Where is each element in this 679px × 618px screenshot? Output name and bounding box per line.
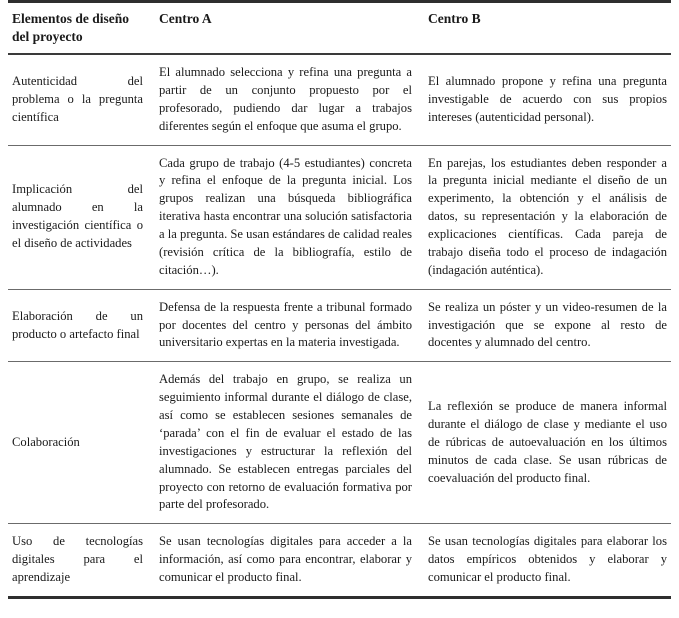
row-dimension-label: Colaboración — [8, 362, 153, 524]
table-row — [8, 289, 671, 362]
row-cell-centro-a: Cada grupo de trabajo (4-5 estudiantes) concreta y refina el enfoque de la pregunta inicial. Los grupos realizan una búsqueda bibliográfica iterativa hasta encontrar una solución satisfactoria a la pregunta. Se usan estándares de calidad reales (revisión crítica de la bibliografía, estilo de citación…). — [153, 145, 420, 289]
column-header-centro-a: Centro A — [153, 2, 420, 55]
row-cell-centro-b: El alumnado propone y refina una pregunta investigable de acuerdo con sus propios intereses (autenticidad personal). — [428, 74, 667, 124]
row-cell-centro-b: La reflexión se produce de manera informal durante el diálogo de clase y mediante el uso de rúbricas de autoevaluación en los últimos minutos de cada clase. Se usan rúbricas de coevaluación del producto final. — [420, 362, 671, 524]
row-cell-centro-a: Se usan tecnologías digitales para acceder a la información, así como para encontrar, elaborar y comunicar el producto final. — [153, 524, 420, 598]
table-header-row — [8, 2, 671, 55]
row-cell-centro-b: Se realiza un póster y un video-resumen de la investigación que se expone al resto de docentes y alumnado del centro. — [420, 289, 671, 362]
row-cell-centro-b: En parejas, los estudiantes deben responder a la pregunta inicial mediante el diseño de un experimento, la obtención y el análisis de datos, su representación y la elaboración de explicaciones científicas. Cada pareja de trabajo diseña todo el proceso de indagación (indagación auténtica). — [420, 145, 671, 289]
row-dimension-label: Autenticidad del problema o la pregunta científica — [12, 74, 143, 124]
row-cell-centro-a: Defensa de la respuesta frente a tribunal formado por docentes del centro y personas del ámbito universitario expertas en la materia investigada. — [153, 289, 420, 362]
table-body — [8, 54, 671, 597]
project-design-comparison-table — [8, 0, 671, 599]
row-dimension-label: Implicación del alumnado en la investigación científica o el diseño de actividades — [8, 145, 153, 289]
table-row — [8, 54, 671, 145]
table-header — [8, 2, 671, 55]
table-row — [8, 524, 671, 598]
row-cell-centro-a: El alumnado selecciona y refina una pregunta a partir de un conjunto propuesto por el profesorado, pudiendo dar lugar a trabajos diferentes según el enfoque que asuma el grupo. — [159, 65, 412, 133]
table-row — [8, 362, 671, 524]
column-header-centro-b: Centro B — [420, 2, 671, 55]
row-cell-centro-a: Además del trabajo en grupo, se realiza un seguimiento informal durante el diálogo de clase, así como se establecen sesiones semanales de ‘parada’ con el fin de evaluar el estado de las investigaciones y estructurar la reflexión del alumnado. Se establecen entregas parciales del proyecto con retorno de evaluación formativa por parte del profesorado. — [153, 362, 420, 524]
table-row — [8, 145, 671, 289]
row-dimension-label: Elaboración de un producto o artefacto final — [8, 289, 153, 362]
row-cell-centro-b: Se usan tecnologías digitales para elaborar los datos empíricos obtenidos y elaborar y comunicar el producto final. — [420, 524, 671, 598]
column-header-dimension: Elementos de diseño del proyecto — [8, 2, 153, 55]
row-dimension-label: Uso de tecnologías digitales para el aprendizaje — [8, 524, 153, 598]
